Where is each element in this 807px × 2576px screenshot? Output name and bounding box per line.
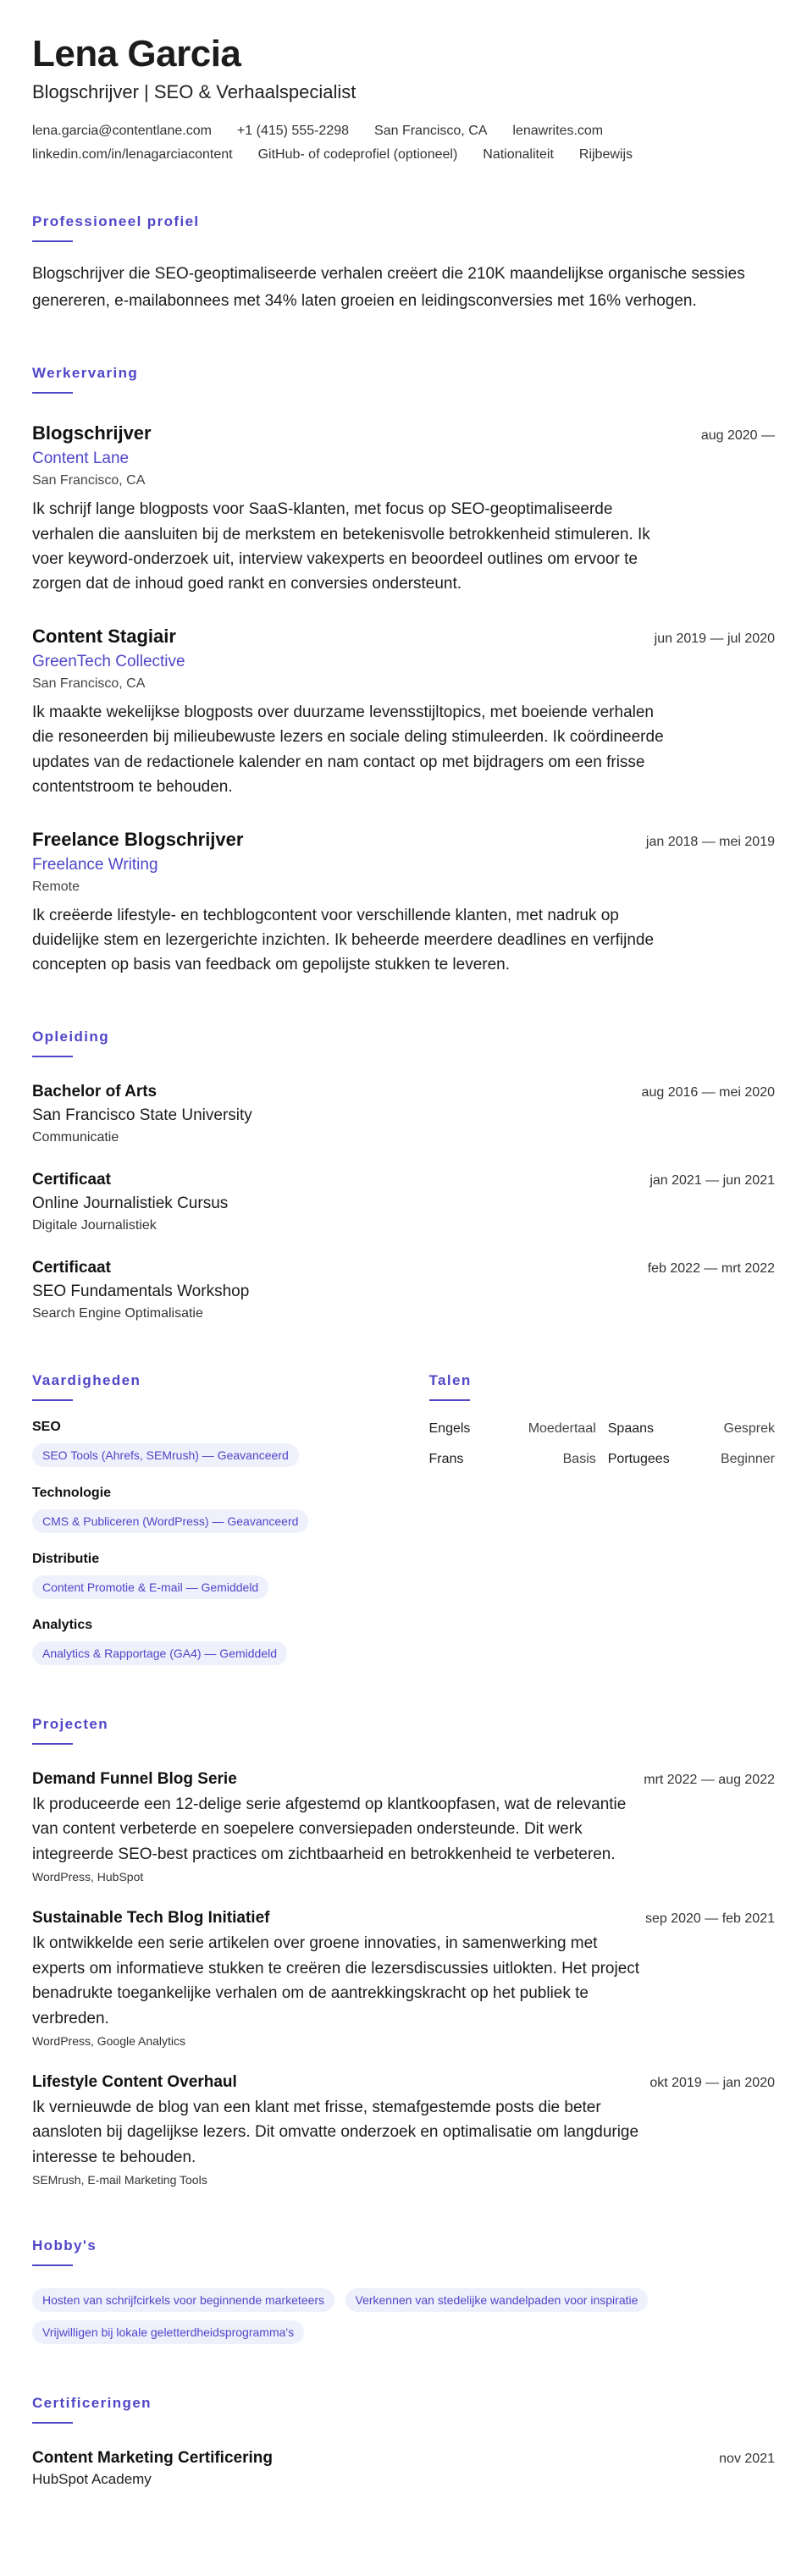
project-title: Demand Funnel Blog Serie <box>32 1769 237 1788</box>
section-divider <box>32 1056 73 1057</box>
hobbies-section <box>32 2237 775 2344</box>
contact-linkedin: linkedin.com/in/lenagarciacontent <box>32 147 233 163</box>
language-item <box>608 1421 775 1437</box>
certification-date: nov 2021 <box>719 2452 775 2467</box>
profile-section <box>32 213 775 314</box>
project-title: Lifestyle Content Overhaul <box>32 2072 237 2091</box>
section-title: Talen <box>428 1371 472 1388</box>
certification-title: Content Marketing Certificering <box>32 2449 273 2468</box>
certifications-section <box>32 2395 775 2488</box>
job-title: Blogschrijver <box>32 422 152 444</box>
project-date: okt 2019 — jan 2020 <box>649 2075 775 2090</box>
contact-info <box>32 124 775 163</box>
language-item <box>429 1421 596 1437</box>
section-divider <box>32 392 73 394</box>
project-date: sep 2020 — feb 2021 <box>644 1911 775 1927</box>
section-divider <box>32 2422 73 2424</box>
project-description: Ik ontwikkelde een serie artikelen over groene innovaties, in samenwerking met experts om informatieve stukken te creëren die lezersdiscussies uitlokten. Het project benadrukte toegankelijke verhalen om de aantrekkingskracht op het publiek te verbreden. <box>32 1934 640 2027</box>
contact-website: lenawrites.com <box>512 124 604 139</box>
job-entry <box>32 626 775 800</box>
contact-license: Rijbewijs <box>578 147 633 163</box>
skill-group <box>32 1486 379 1533</box>
job-company: Freelance Writing <box>32 855 158 874</box>
education-school: Online Journalistiek Cursus <box>32 1194 229 1212</box>
section-title: Projecten <box>32 1715 109 1732</box>
skill-group <box>32 1552 379 1599</box>
project-tech: WordPress, Google Analytics <box>32 2033 186 2048</box>
contact-github: GitHub- of codeprofiel (optioneel) <box>257 147 458 163</box>
language-item <box>608 1452 775 1467</box>
education-field: Digitale Journalistiek <box>32 1217 157 1233</box>
language-name: Engels <box>428 1420 471 1436</box>
education-entry <box>32 1259 775 1321</box>
section-title: Opleiding <box>32 1028 109 1045</box>
skill-category: Analytics <box>32 1617 93 1632</box>
skill-group <box>32 1420 379 1467</box>
skill-category: Technologie <box>32 1485 112 1500</box>
languages-grid <box>429 1421 776 1467</box>
section-title: Certificeringen <box>32 2395 152 2412</box>
projects-section <box>32 1716 775 2187</box>
project-entry <box>32 2073 775 2187</box>
hobbies-list <box>32 2280 775 2344</box>
job-location: Remote <box>32 879 80 894</box>
education-school: San Francisco State University <box>32 1106 252 1124</box>
education-school: SEO Fundamentals Workshop <box>32 1282 250 1300</box>
education-degree: Certificaat <box>32 1170 111 1189</box>
language-level: Gesprek <box>723 1420 775 1436</box>
skill-category: Distributie <box>32 1551 100 1566</box>
resume-header <box>32 34 775 163</box>
section-divider <box>32 2264 73 2266</box>
experience-section <box>32 365 775 978</box>
candidate-name: Lena Garcia <box>32 33 241 74</box>
language-name: Portugees <box>607 1451 670 1466</box>
section-title: Werkervaring <box>32 365 139 382</box>
job-entry <box>32 829 775 978</box>
project-tech: WordPress, HubSpot <box>32 1870 144 1884</box>
languages-section <box>429 1372 776 1665</box>
education-entry <box>32 1171 775 1233</box>
section-divider <box>32 240 73 242</box>
language-name: Frans <box>428 1451 464 1466</box>
skill-pill: CMS & Publiceren (WordPress) — Geavanceerd <box>32 1509 308 1533</box>
job-entry <box>32 422 775 597</box>
skill-pill: SEO Tools (Ahrefs, SEMrush) — Geavanceerd <box>32 1443 299 1467</box>
contact-location: San Francisco, CA <box>374 124 488 139</box>
section-divider <box>32 1743 73 1745</box>
job-description: Ik maakte wekelijkse blogposts over duurzame levensstijltopics, met boeiende verhalen die resoneerden bij milieubewuste lezers en sociale deling stimuleerden. Ik coördineerde updates van de redactionele kalender en nam contact op met bijdragers om een frisse contentstroom te behouden. <box>32 703 664 797</box>
education-field: Communicatie <box>32 1129 119 1145</box>
job-title: Content Stagiair <box>32 625 176 647</box>
job-date: jan 2018 — mei 2019 <box>645 834 775 849</box>
certification-entry <box>32 2449 775 2488</box>
job-company: GreenTech Collective <box>32 652 185 670</box>
section-title: Vaardigheden <box>32 1371 141 1388</box>
contact-nationality: Nationaliteit <box>483 147 554 163</box>
job-location: San Francisco, CA <box>32 676 146 691</box>
job-description: Ik creëerde lifestyle- en techblogcontent voor verschillende klanten, met nadruk op duidelijke stem en lezergerichte inzichten. Ik beheerde meerdere deadlines en verfijnde concepten op basis van feedback om gepolijste stukken te leveren. <box>32 906 655 974</box>
language-level: Beginner <box>720 1451 775 1466</box>
section-title: Hobby's <box>32 2237 97 2254</box>
project-date: mrt 2022 — aug 2022 <box>644 1772 775 1787</box>
education-section <box>32 1029 775 1321</box>
skills-section <box>32 1372 379 1665</box>
project-description: Ik produceerde een 12-delige serie afgestemd op klantkoopfasen, wat de relevantie van content verbeterde en soepelere conversiepaden ondersteunde. Dit werk integreerde SEO-best practices om zichtbaarheid en betrokkenheid te verbeteren. <box>32 1795 627 1863</box>
education-degree: Certificaat <box>32 1258 111 1277</box>
education-date: aug 2016 — mei 2020 <box>641 1084 775 1100</box>
language-item <box>429 1452 596 1467</box>
education-degree: Bachelor of Arts <box>32 1082 158 1100</box>
language-level: Basis <box>562 1451 596 1466</box>
project-tech: SEMrush, E-mail Marketing Tools <box>32 2173 207 2187</box>
hobby-pill: Hosten van schrijfcirkels voor beginnende marketeers <box>32 2288 334 2312</box>
language-level: Moedertaal <box>528 1420 596 1436</box>
job-company: Content Lane <box>32 450 130 468</box>
job-title: Freelance Blogschrijver <box>32 828 244 850</box>
project-description: Ik vernieuwde de blog van een klant met frisse, stemafgestemde posts die beter aansloten bij dagelijkse lezers. Dit omvatte onderzoek en optimalisatie om langdurige interesse te behouden. <box>32 2098 639 2166</box>
certification-issuer: HubSpot Academy <box>32 2471 152 2488</box>
contact-phone: +1 (415) 555-2298 <box>236 124 350 139</box>
project-entry <box>32 1909 775 2048</box>
skill-pill: Analytics & Rapportage (GA4) — Gemiddeld <box>32 1641 287 1665</box>
hobby-pill: Verkennen van stedelijke wandelpaden voor inspiratie <box>345 2288 649 2312</box>
section-title: Professioneel profiel <box>32 213 200 230</box>
job-date: jun 2019 — jul 2020 <box>654 631 775 646</box>
education-entry <box>32 1083 775 1145</box>
job-location: San Francisco, CA <box>32 473 146 488</box>
education-date: feb 2022 — mrt 2022 <box>647 1260 775 1276</box>
project-title: Sustainable Tech Blog Initiatief <box>32 1909 270 1928</box>
skills-languages-row <box>32 1372 775 1665</box>
education-field: Search Engine Optimalisatie <box>32 1305 203 1321</box>
project-entry <box>32 1770 775 1884</box>
language-name: Spaans <box>607 1420 655 1436</box>
profile-summary: Blogschrijver die SEO-geoptimaliseerde verhalen creëert die 210K maandelijkse organische sessies genereren, e-mailabonnees met 34% laten groeien en leidingsconversies met 16% verhogen. <box>32 265 745 310</box>
job-description: Ik schrijf lange blogposts voor SaaS-klanten, met focus op SEO-geoptimaliseerde verhalen die aansluiten bij de merkstem en betekenisvolle betrokkenheid stimuleren. Ik voer keyword-onderzoek uit, interview vakexperts en beoordeel outlines om ervoor te zorgen dat de inhoud goed rankt en conversies ondersteunt. <box>32 500 650 593</box>
candidate-headline: Blogschrijver | SEO & Verhaalspecialist <box>32 81 357 103</box>
skill-group <box>32 1618 379 1665</box>
skill-category: SEO <box>32 1419 61 1434</box>
contact-email: lena.garcia@contentlane.com <box>32 124 212 139</box>
skill-pill: Content Promotie & E-mail — Gemiddeld <box>32 1575 268 1599</box>
education-date: jan 2021 — jun 2021 <box>649 1172 775 1188</box>
section-divider <box>32 1399 73 1401</box>
hobby-pill: Vrijwilligen bij lokale geletterdheidsprogramma's <box>32 2320 304 2344</box>
section-divider <box>429 1399 470 1401</box>
job-date: aug 2020 — <box>700 428 775 444</box>
